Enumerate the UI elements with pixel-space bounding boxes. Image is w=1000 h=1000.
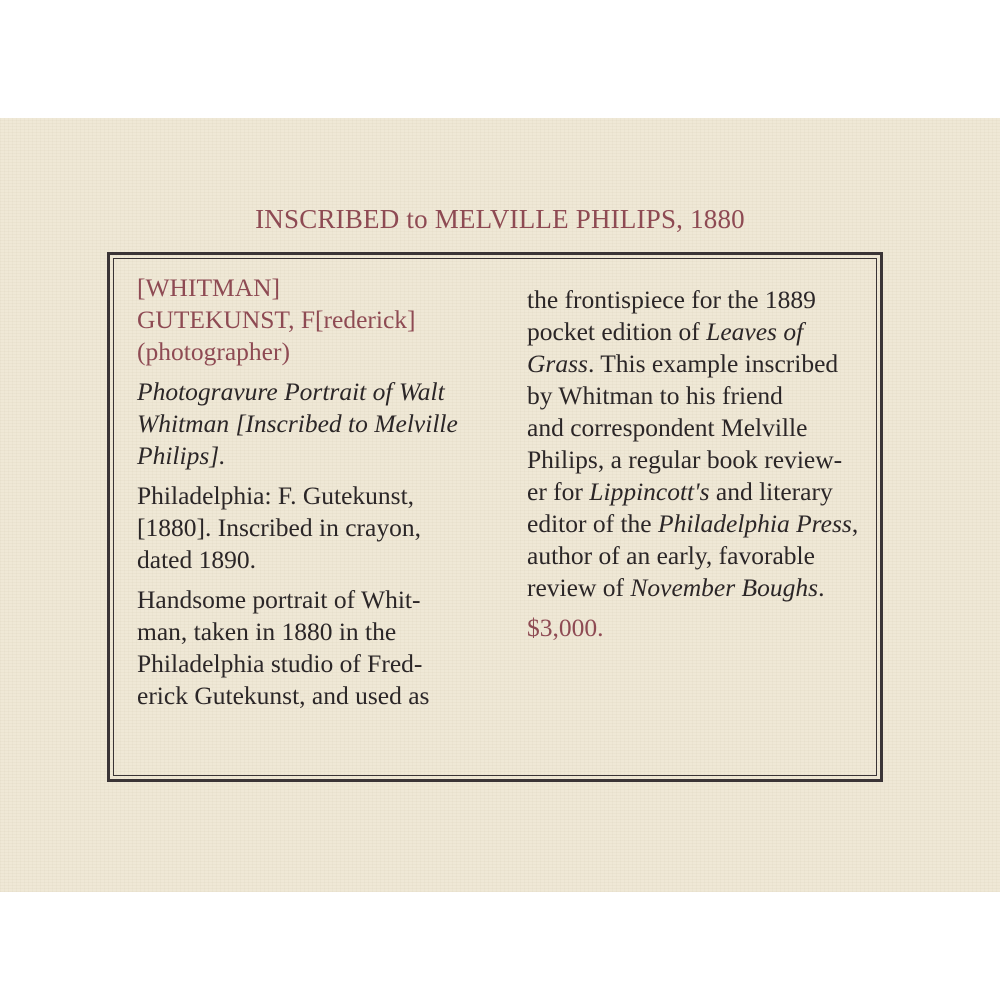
title-block: [137, 376, 482, 472]
title-line: Philips].: [137, 441, 226, 470]
author-block: [137, 272, 482, 368]
description-block: [137, 584, 482, 712]
book-title-boughs: November Boughs: [630, 573, 819, 602]
author-line: (photographer): [137, 337, 290, 366]
imprint-line: Philadelphia: F. Gutekunst,: [137, 481, 415, 510]
description-line: by Whitman to his friend: [527, 381, 783, 410]
title-line: Photogravure Portrait of Walt: [137, 377, 445, 406]
price: $3,000.: [527, 613, 604, 642]
section-heading: INSCRIBED to MELVILLE PHILIPS, 1880: [255, 204, 745, 234]
description-line: and correspondent Melville: [527, 413, 808, 442]
description-line: review of November Boughs.: [527, 573, 825, 602]
book-title-grass: Grass: [527, 349, 588, 378]
description-line: man, taken in 1880 in the: [137, 617, 397, 646]
description-line: Philadelphia studio of Fred-: [137, 649, 423, 678]
newspaper-title: Philadelphia Press: [658, 509, 852, 538]
description-line: pocket edition of Leaves of: [527, 317, 804, 346]
left-column: [137, 272, 482, 720]
book-title-leaves: Leaves of: [706, 317, 804, 346]
description-line: er for Lippincott's and literary: [527, 477, 833, 506]
description-line: the frontispiece for the 1889: [527, 285, 816, 314]
description-line: Grass. This example inscribed: [527, 349, 839, 378]
description-line: author of an early, favorable: [527, 541, 815, 570]
imprint-line: [1880]. Inscribed in crayon,: [137, 513, 421, 542]
description-line: erick Gutekunst, and used as: [137, 681, 430, 710]
description-line: editor of the Philadelphia Press,: [527, 509, 859, 538]
description-line: Handsome portrait of Whit-: [137, 585, 421, 614]
right-column: [527, 284, 872, 652]
title-line: Whitman [Inscribed to Melville: [137, 409, 458, 438]
imprint-block: [137, 480, 482, 576]
imprint-line: dated 1890.: [137, 545, 256, 574]
author-line: GUTEKUNST, F[rederick]: [137, 305, 416, 334]
description-line: Philips, a regular book review-: [527, 445, 843, 474]
magazine-title: Lippincott's: [589, 477, 710, 506]
author-line: [WHITMAN]: [137, 273, 281, 302]
description-continued: [527, 284, 872, 604]
